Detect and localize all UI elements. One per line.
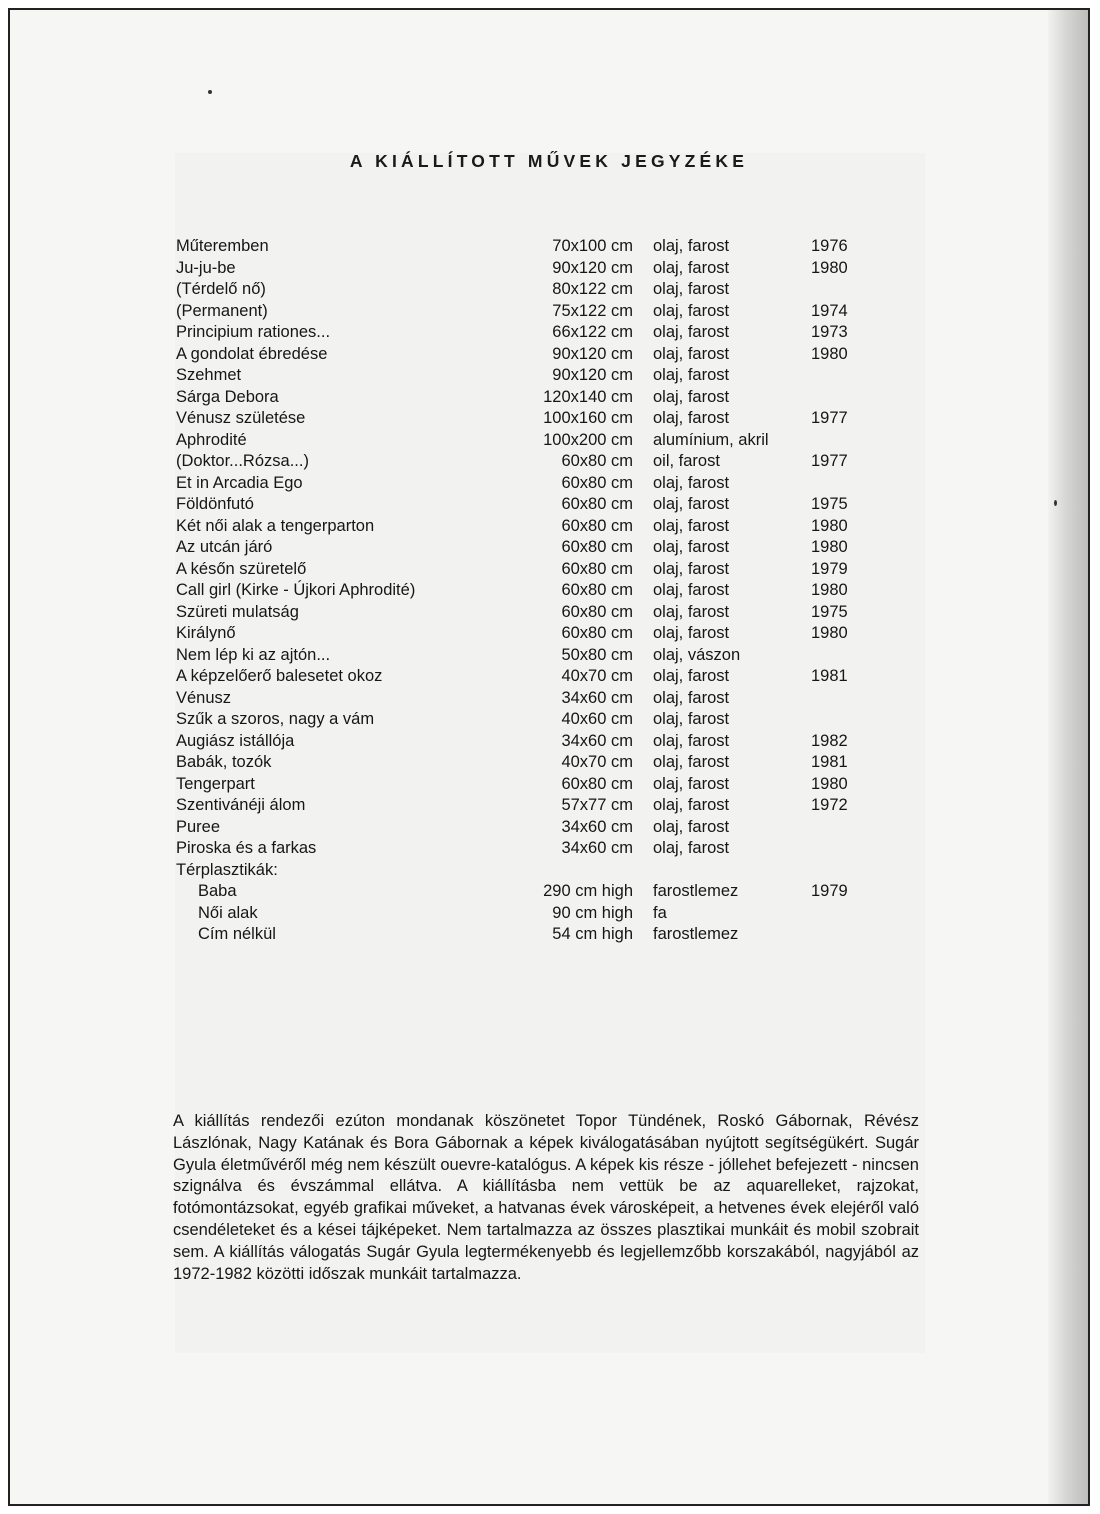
work-size: 57x77 cm — [561, 796, 633, 814]
work-medium: olaj, farost — [653, 387, 730, 406]
work-size: 60x80 cm — [561, 538, 633, 556]
work-title: Két női alak a tengerparton — [176, 516, 375, 535]
work-year: 1980 — [811, 258, 848, 277]
work-size: 90x120 cm — [552, 366, 633, 384]
work-size: 60x80 cm — [561, 495, 633, 513]
work-size: 120x140 cm — [543, 387, 633, 406]
work-size: 100x160 cm — [543, 409, 633, 427]
work-year: 1979 — [811, 559, 848, 578]
work-year: 1973 — [811, 323, 848, 341]
work-title: Női alak — [198, 903, 258, 922]
work-medium: olaj, farost — [653, 710, 730, 728]
works-list — [168, 236, 888, 946]
work-size: 90x120 cm — [552, 258, 633, 277]
work-row — [168, 838, 888, 860]
work-row — [168, 580, 888, 602]
work-row — [168, 387, 888, 409]
work-year: 1975 — [811, 495, 848, 513]
work-size: 80x122 cm — [552, 280, 633, 298]
work-row — [168, 430, 888, 452]
work-size: 75x122 cm — [552, 301, 633, 320]
work-title: Et in Arcadia Ego — [176, 473, 303, 492]
work-row — [168, 752, 888, 774]
work-title: Augiász istállója — [176, 731, 295, 750]
acknowledgement-paragraph: A kiállítás rendezői ezúton mondanak köszönetet Topor Tündének, Roskó Gábornak, Révész Lászlónak, Nagy Katának és Bora Gábornak a képek kiválogatásában nyújtott segítségükért. Sugár Gyula életművéről még nem készült ouevre-katalógus. A képek kis része - jóllehet befejezett - nincsen szignálva és évszámmal ellátva. A kiállításba nem vettük be az aquarelleket, rajzokat, fotómontázsokat, egyéb grafikai műveket, a hatvanas évek városképeit, a hetvenes évek elejéről való csendéleteket és a kései tájképeket. Nem tartalmazza az összes plasztikai munkáit és mobil szobrait sem. A kiállítás válogatás Sugár Gyula legtermékenyebb és legjellemzőbb korszakából, nagyjából az 1972-1982 közötti időszak munkáit tartalmazza. — [173, 1112, 919, 1283]
work-size: 60x80 cm — [561, 559, 633, 578]
work-medium: olaj, farost — [653, 796, 730, 814]
work-row — [168, 924, 888, 946]
work-year: 1979 — [811, 882, 848, 900]
work-size: 60x80 cm — [561, 516, 633, 535]
work-size: 40x70 cm — [561, 753, 633, 771]
work-medium: olaj, farost — [653, 774, 730, 793]
work-medium: olaj, vászon — [653, 645, 741, 664]
work-row — [168, 279, 888, 301]
work-medium: olaj, farost — [653, 237, 730, 255]
work-row — [168, 817, 888, 839]
work-row — [168, 344, 888, 366]
work-medium: olaj, farost — [653, 258, 730, 277]
work-year: 1974 — [811, 301, 848, 320]
work-row — [168, 258, 888, 280]
work-size: 70x100 cm — [552, 237, 633, 255]
work-size: 60x80 cm — [561, 774, 633, 793]
work-medium: olaj, farost — [653, 753, 730, 771]
work-size: 34x60 cm — [561, 817, 633, 836]
work-medium: farostlemez — [653, 882, 739, 900]
work-medium: olaj, farost — [653, 602, 730, 621]
work-size: 40x60 cm — [561, 710, 633, 728]
work-title: Ju-ju-be — [176, 258, 236, 277]
work-title: Puree — [176, 817, 221, 836]
work-row — [168, 774, 888, 796]
work-year: 1981 — [811, 667, 848, 685]
work-year: 1977 — [811, 409, 848, 427]
work-size: 60x80 cm — [561, 473, 633, 492]
work-title: Királynő — [176, 624, 236, 642]
work-title: Cím nélkül — [198, 925, 276, 943]
work-title: (Doktor...Rózsa...) — [176, 452, 309, 470]
work-title: Babák, tozók — [176, 753, 272, 771]
work-medium: olaj, farost — [653, 409, 730, 427]
work-title: Tengerpart — [176, 774, 255, 793]
work-size: 90 cm high — [552, 903, 633, 922]
work-row — [168, 860, 888, 882]
work-row — [168, 709, 888, 731]
catalog-page — [8, 8, 1090, 1506]
work-medium: olaj, farost — [653, 495, 730, 513]
work-year: 1977 — [811, 452, 848, 470]
speck — [1054, 500, 1057, 506]
work-title: Principium rationes... — [176, 323, 331, 341]
work-size: 60x80 cm — [561, 581, 633, 599]
work-size: 34x60 cm — [561, 839, 633, 857]
work-size: 34x60 cm — [561, 731, 633, 750]
speck — [208, 90, 212, 94]
work-medium: olaj, farost — [653, 667, 730, 685]
work-medium: olaj, farost — [653, 839, 730, 857]
page-title: A KIÁLLÍTOTT MŰVEK JEGYZÉKE — [349, 151, 749, 171]
work-medium: olaj, farost — [653, 301, 730, 320]
work-medium: olaj, farost — [653, 559, 730, 578]
work-row — [168, 666, 888, 688]
work-size: 290 cm high — [543, 882, 633, 900]
work-title: Sárga Debora — [176, 387, 279, 406]
work-year: 1981 — [811, 753, 848, 771]
work-medium: olaj, farost — [653, 366, 730, 384]
work-year: 1980 — [811, 624, 848, 642]
work-row — [168, 645, 888, 667]
work-row — [168, 623, 888, 645]
work-row — [168, 365, 888, 387]
work-medium: farostlemez — [653, 925, 739, 943]
work-title: Műteremben — [176, 237, 269, 255]
work-size: 66x122 cm — [552, 323, 633, 341]
work-row — [168, 236, 888, 258]
work-row — [168, 537, 888, 559]
work-medium: olaj, farost — [653, 473, 730, 492]
work-row — [168, 408, 888, 430]
work-medium: olaj, farost — [653, 516, 730, 535]
page-edge-shadow — [1048, 10, 1088, 1504]
work-size: 60x80 cm — [561, 624, 633, 642]
work-title: Térplasztikák: — [176, 860, 278, 879]
work-year: 1972 — [811, 796, 848, 814]
work-row — [168, 903, 888, 925]
work-title: Szüreti mulatság — [176, 602, 299, 621]
work-medium: olaj, farost — [653, 624, 730, 642]
work-title: Nem lép ki az ajtón... — [176, 645, 331, 664]
work-title: (Térdelő nő) — [176, 280, 266, 298]
work-row — [168, 516, 888, 538]
work-row — [168, 301, 888, 323]
work-row — [168, 602, 888, 624]
work-medium: alumínium, akril — [653, 430, 769, 449]
work-title: Az utcán járó — [176, 538, 273, 556]
work-title: Szűk a szoros, nagy a vám — [176, 710, 375, 728]
work-title: Szehmet — [176, 366, 242, 384]
work-year: 1980 — [811, 516, 848, 535]
work-title: Vénusz születése — [176, 409, 306, 427]
work-size: 90x120 cm — [552, 344, 633, 363]
work-row — [168, 322, 888, 344]
work-year: 1976 — [811, 237, 848, 255]
work-row — [168, 731, 888, 753]
work-row — [168, 881, 888, 903]
work-size: 34x60 cm — [561, 688, 633, 707]
work-medium: olaj, farost — [653, 323, 730, 341]
work-year: 1982 — [811, 731, 848, 750]
work-medium: olaj, farost — [653, 817, 730, 836]
work-year: 1980 — [811, 344, 848, 363]
work-year: 1980 — [811, 538, 848, 556]
work-title: Baba — [198, 882, 237, 900]
work-medium: olaj, farost — [653, 280, 730, 298]
work-year: 1980 — [811, 774, 848, 793]
work-title: Aphrodité — [176, 430, 247, 449]
work-size: 50x80 cm — [561, 645, 633, 664]
work-medium: olaj, farost — [653, 688, 730, 707]
work-size: 100x200 cm — [543, 430, 633, 449]
work-row — [168, 559, 888, 581]
work-title: Szentivánéji álom — [176, 796, 306, 814]
work-row — [168, 494, 888, 516]
work-title: A képzelőerő balesetet okoz — [176, 667, 383, 685]
work-title: Piroska és a farkas — [176, 839, 317, 857]
work-title: A gondolat ébredése — [176, 344, 328, 363]
work-row — [168, 473, 888, 495]
work-size: 60x80 cm — [561, 602, 633, 621]
work-medium: olaj, farost — [653, 538, 730, 556]
work-year: 1980 — [811, 581, 848, 599]
work-title: (Permanent) — [176, 301, 268, 320]
work-title: Vénusz — [176, 688, 232, 707]
work-medium: oil, farost — [653, 452, 720, 470]
work-year: 1975 — [811, 602, 848, 621]
work-medium: olaj, farost — [653, 581, 730, 599]
work-title: A későn szüretelő — [176, 559, 307, 578]
work-size: 54 cm high — [552, 925, 633, 943]
work-size: 40x70 cm — [561, 667, 633, 685]
work-row — [168, 795, 888, 817]
work-medium: olaj, farost — [653, 731, 730, 750]
work-row — [168, 688, 888, 710]
work-title: Földönfutó — [176, 495, 254, 513]
work-medium: fa — [653, 903, 667, 922]
work-medium: olaj, farost — [653, 344, 730, 363]
work-title: Call girl (Kirke - Újkori Aphrodité) — [176, 581, 416, 599]
work-row — [168, 451, 888, 473]
work-size: 60x80 cm — [561, 452, 633, 470]
